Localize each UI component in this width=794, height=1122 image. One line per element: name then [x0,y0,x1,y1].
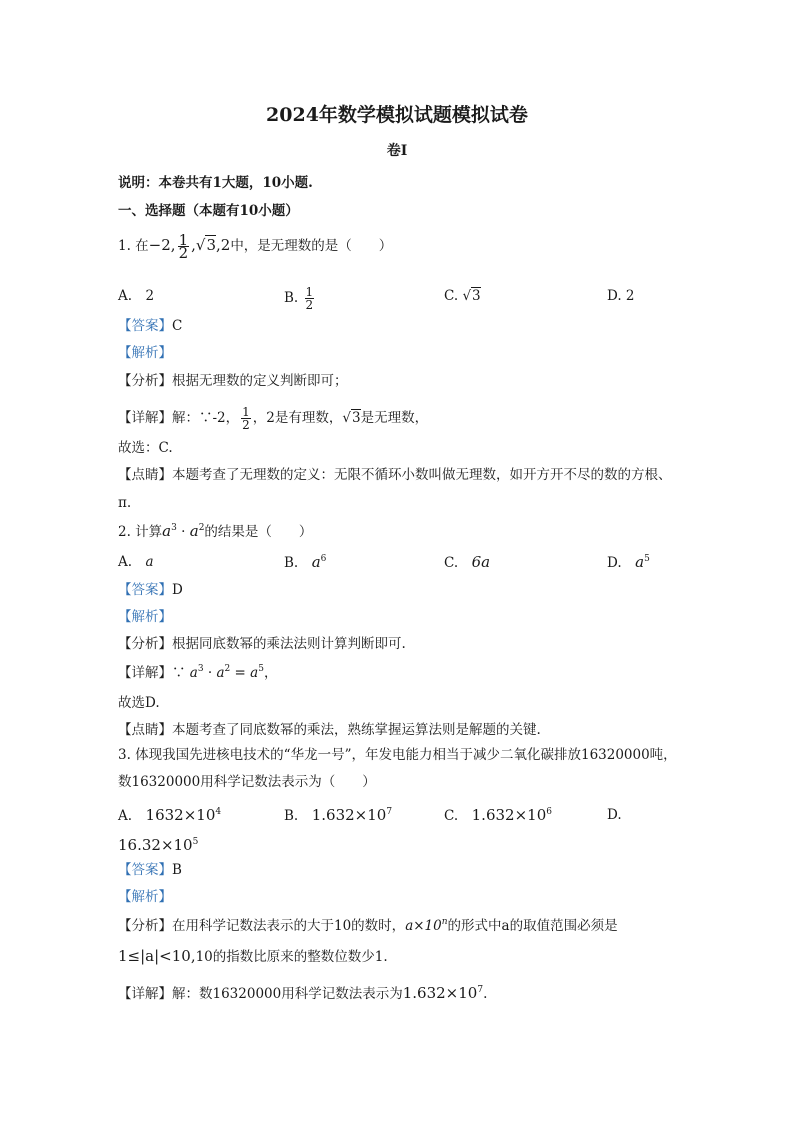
q3-option-b: B. $1.632\times 10^7$ [284,806,393,824]
q1-option-b: B. $\frac{1}{2}$ [284,285,314,312]
q1-fenxi: 【分析】根据无理数的定义判断即可； [118,373,348,389]
page-title: 2024年数学模拟试题模拟试卷 [266,104,528,126]
q1-stem: 1. 在−2, $\frac{1}{2}$ ,√3,2中，是无理数的是（ ） [118,231,393,262]
q2-comment: 【点睛】本题考查了同底数幂的乘法，熟练掌握运算法则是解题的关键. [118,722,541,738]
q3-option-d: $16.32\times 10^5$ [118,836,199,854]
q2-stem: 2. 计算$a^3 \cdot a^2$的结果是（ ） [118,522,313,540]
sqrt-icon: √ [342,410,351,426]
q3-option-a: A. $1632\times 10^4$ [118,806,222,824]
q2-detail: 【详解】∵ $a^3 \cdot a^2 = a^5$， [118,664,278,681]
q1-answer: 【答案】C [118,318,183,334]
q3-option-d-label: D. [607,807,622,823]
q2-option-c: C. 6a [444,553,491,571]
q2-option-a: A. a [118,554,154,570]
q2-option-b: B. $a^6$ [284,553,327,571]
q2-fenxi: 【分析】根据同底数幂的乘法法则计算判断即可. [118,636,406,652]
q2-analysis-label: 【解析】 [118,609,172,625]
q3-range: 1≤|a|<10,10的指数比原来的整数位数少1. [118,947,388,965]
q1-comment-end: π. [118,495,132,511]
q3-option-c: C. $1.632\times 10^6$ [444,806,552,824]
q3-stem-line1: 3. 体现我国先进核电技术的“华龙一号”，年发电能力相当于减少二氧化碳排放16320000吨， [118,747,677,763]
q1-option-d: D. 2 [607,288,635,304]
q3-stem-line2: 数16320000用科学记数法表示为（ ） [118,774,376,790]
q1-comment: 【点睛】本题考查了无理数的定义：无限不循环小数叫做无理数，如开方开不尽的数的方根、 [118,467,672,483]
q1-option-a: A. 2 [118,288,155,304]
sqrt-icon: √ [462,288,472,304]
q1-analysis-label: 【解析】 [118,345,172,361]
q3-analysis-label: 【解析】 [118,889,172,905]
q3-answer: 【答案】B [118,862,182,878]
q1-fraction: $\frac{1}{2}$ [178,231,189,262]
q2-option-d: D. $a^5$ [607,553,650,571]
sqrt-icon: √ [195,236,206,254]
q2-choose: 故选D. [118,695,160,711]
q1-choose: 故选：C. [118,440,173,456]
section-heading: 一、选择题（本题有10小题） [118,203,299,219]
q3-detail: 【详解】解：数16320000用科学记数法表示为$1.632\times 10^7$. [118,984,488,1002]
q2-answer: 【答案】D [118,582,183,598]
page-subtitle: 卷Ⅰ [386,143,408,159]
q1-detail: 【详解】解：∵-2， $\frac{1}{2}$ ，2是有理数，√3是无理数， [118,405,429,432]
exam-note: 说明：本卷共有1大题，10小题. [118,175,313,191]
q3-fenxi: 【分析】在用科学记数法表示的大于10的数时，$a\times 10^n$的形式中a的取值范围必须是 [118,917,618,934]
q1-option-c: C. √3 [444,288,481,304]
